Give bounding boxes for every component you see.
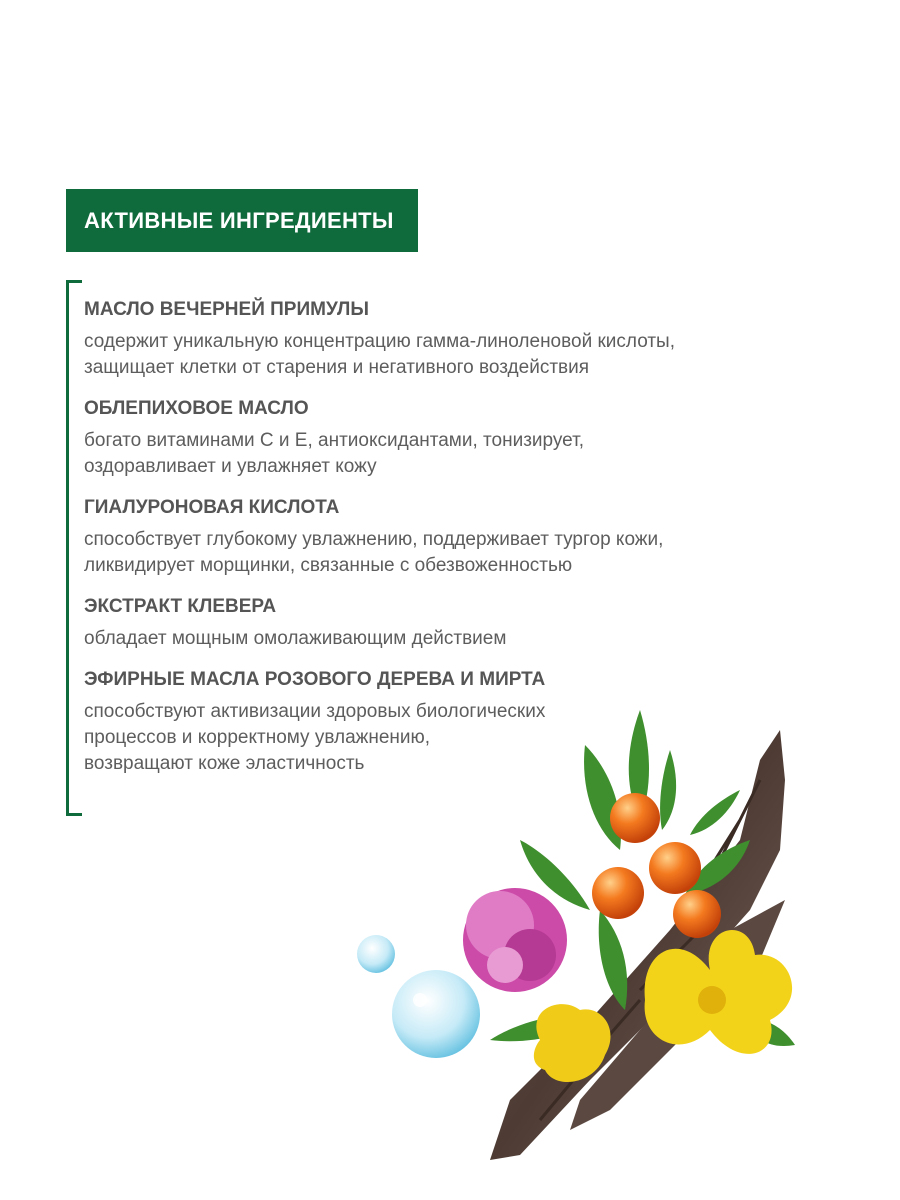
description-line: защищает клетки от старения и негативного воздействия: [84, 357, 590, 378]
description-line: процессов и корректному увлажнению,: [84, 727, 431, 748]
description-line: содержит уникальную концентрацию гамма-линоленовой кислоты,: [84, 331, 675, 352]
ingredient-name: ЭФИРНЫЕ МАСЛА РОЗОВОГО ДЕРЕВА И МИРТА: [84, 669, 546, 690]
bracket-divider: [66, 280, 82, 816]
section-header: [66, 189, 418, 252]
ingredient-description: [84, 527, 804, 579]
water-drop-icon: [357, 935, 480, 1058]
sea-buckthorn-icon: [592, 793, 721, 938]
description-line: богато витаминами С и Е, антиоксидантами, тонизирует,: [84, 430, 584, 451]
description-line: способствует глубокому увлажнению, поддерживает тургор кожи,: [84, 529, 664, 550]
ingredient-description: [84, 329, 804, 381]
description-line: оздоравливает и увлажняет кожу: [84, 456, 377, 477]
primrose-flower-icon: [534, 930, 792, 1082]
ingredient-primrose: [84, 297, 804, 381]
ingredient-hyaluronic: [84, 495, 804, 579]
ingredient-description: [84, 428, 804, 480]
section-title: АКТИВНЫЕ ИНГРЕДИЕНТЫ: [84, 207, 394, 233]
ingredient-description: [84, 626, 804, 652]
ingredient-clover: [84, 594, 804, 652]
ingredient-name: МАСЛО ВЕЧЕРНЕЙ ПРИМУЛЫ: [84, 299, 369, 320]
ingredient-name: ОБЛЕПИХОВОЕ МАСЛО: [84, 398, 309, 419]
description-line: возвращают коже эластичность: [84, 753, 365, 774]
ingredient-sea-buckthorn: [84, 396, 804, 480]
ingredient-name: ГИАЛУРОНОВАЯ КИСЛОТА: [84, 497, 340, 518]
description-line: обладает мощным омолаживающим действием: [84, 628, 507, 649]
botanical-illustration: [340, 700, 810, 1170]
description-line: ликвидирует морщинки, связанные с обезвоженностью: [84, 555, 573, 576]
ingredient-name: ЭКСТРАКТ КЛЕВЕРА: [84, 596, 277, 617]
description-line: способствуют активизации здоровых биологических: [84, 701, 546, 722]
clover-flower-icon: [463, 888, 567, 992]
